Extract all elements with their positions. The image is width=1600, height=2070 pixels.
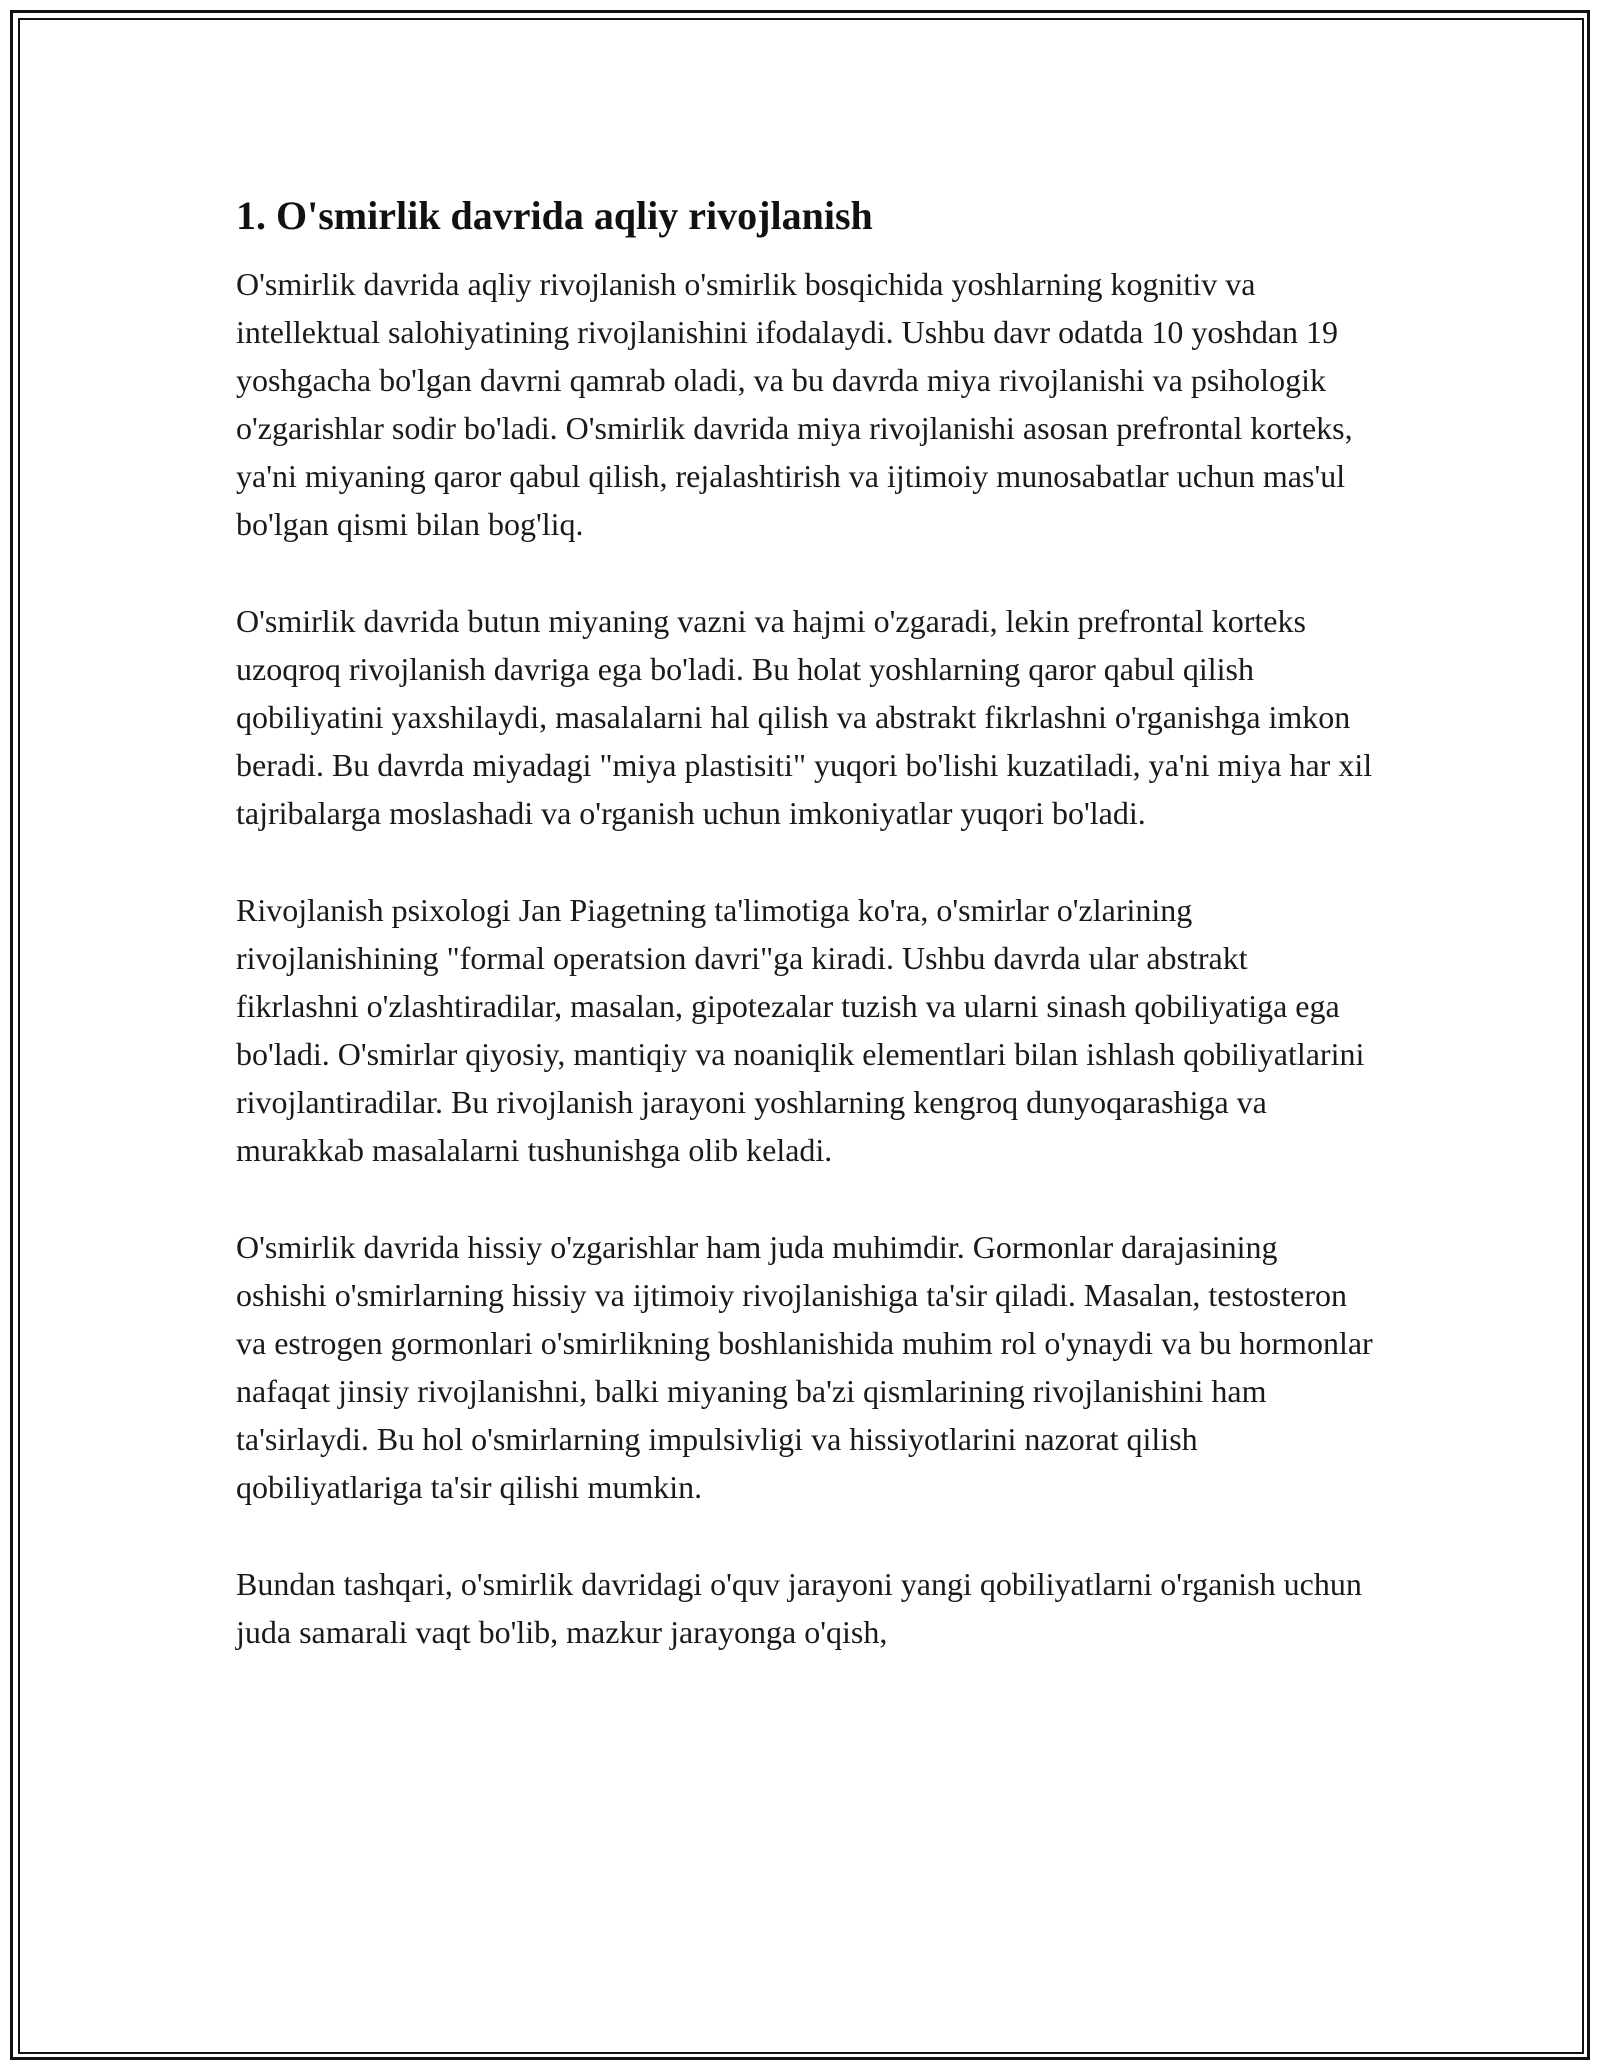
document-body (236, 178, 1376, 1656)
paragraph-5: Bundan tashqari, o'smirlik davridagi o'quv jarayoni yangi qobiliyatlarni o'rganish uchun juda samarali vaqt bo'lib, mazkur jarayonga o'qish, (236, 1566, 1362, 1650)
paragraph-1: O'smirlik davrida aqliy rivojlanish o'smirlik bosqichida yoshlarning kognitiv va intellektual salohiyatining rivojlanishini ifodalaydi. Ushbu davr odatda 10 yoshdan 19 yoshgacha bo'lgan davrni qamrab oladi, va bu davrda miya rivojlanishi va psihologik o'zgarishlar sodir bo'ladi. O'smirlik davrida miya rivojlanishi asosan prefrontal korteks, ya'ni miyaning qaror qabul qilish, rejalashtirish va ijtimoiy munosabatlar uchun mas'ul bo'lgan qismi bilan bog'liq. (236, 266, 1353, 542)
paragraph-3: Rivojlanish psixologi Jan Piagetning ta'limotiga ko'ra, o'smirlar o'zlarining rivojlanishining "formal operatsion davri"ga kiradi. Ushbu davrda ular abstrakt fikrlashni o'zlashtiradilar, masalan, gipotezalar tuzish va ularni sinash qobiliyatiga ega bo'ladi. O'smirlar qiyosiy, mantiqiy va noaniqlik elementlari bilan ishlash qobiliyatlarini rivojlantiradilar. Bu rivojlanish jarayoni yoshlarning kengroq dunyoqarashiga va murakkab masalalarni tushunishga olib keladi. (236, 892, 1365, 1168)
section-heading: 1. O'smirlik davrida aqliy rivojlanish (236, 193, 873, 238)
paragraph-4: O'smirlik davrida hissiy o'zgarishlar ham juda muhimdir. Gormonlar darajasining oshishi o'smirlarning hissiy va ijtimoiy rivojlanishiga ta'sir qiladi. Masalan, testosteron va estrogen gormonlari o'smirlikning boshlanishida muhim rol o'ynaydi va bu hormonlar nafaqat jinsiy rivojlanishni, balki miyaning ba'zi qismlarining rivojlanishini ham ta'sirlaydi. Bu hol o'smirlarning impulsivligi va hissiyotlarini nazorat qilish qobiliyatlariga ta'sir qilishi mumkin. (236, 1229, 1373, 1505)
paragraph-2: O'smirlik davrida butun miyaning vazni va hajmi o'zgaradi, lekin prefrontal korteks uzoqroq rivojlanish davriga ega bo'ladi. Bu holat yoshlarning qaror qabul qilish qobiliyatini yaxshilaydi, masalalarni hal qilish va abstrakt fikrlashni o'rganishga imkon beradi. Bu davrda miyadagi "miya plastisiti" yuqori bo'lishi kuzatiladi, ya'ni miya har xil tajribalarga moslashadi va o'rganish uchun imkoniyatlar yuqori bo'ladi. (236, 603, 1373, 831)
